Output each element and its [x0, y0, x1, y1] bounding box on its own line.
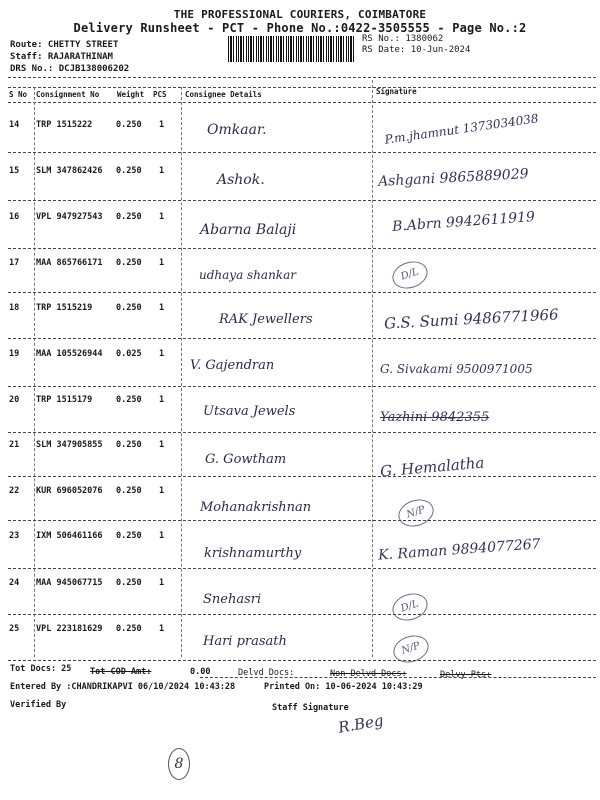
col-divider — [34, 87, 35, 657]
dl-stamp: D/L — [389, 589, 431, 625]
row-consignment: TRP 1515219 — [36, 303, 93, 313]
dl-stamp: D/L — [389, 257, 431, 293]
row-weight: 0.250 — [116, 166, 142, 176]
total-docs: Tot Docs: 25 — [10, 664, 72, 674]
row-consignment: VPL 947927543 — [36, 212, 103, 222]
col-header-signature: Signature — [376, 87, 417, 96]
row-sno: 14 — [9, 120, 20, 130]
row-weight: 0.250 — [116, 578, 142, 588]
row-pcs: 1 — [159, 120, 165, 130]
row-consignee: Ashok. — [217, 172, 265, 188]
row-signature: Ashgani 9865889029 — [377, 166, 529, 190]
row-consignee: udhaya shankar — [199, 268, 296, 282]
row-sno: 17 — [9, 258, 20, 268]
staff-label: Staff: RAJARATHINAM — [10, 52, 113, 62]
runsheet-subtitle: Delivery Runsheet - PCT - Phone No.:0422-3505555 - Page No.:2 — [73, 21, 527, 35]
row-pcs: 1 — [159, 349, 165, 359]
row-pcs: 1 — [159, 212, 165, 222]
row-consignee: RAK Jewellers — [219, 312, 313, 327]
row-consignment: SLM 347862426 — [36, 166, 103, 176]
row-sno: 22 — [9, 486, 20, 496]
col-header-sno: S No — [9, 90, 28, 99]
row-sno: 18 — [9, 303, 20, 313]
staff-signature-mark: R.Beg — [336, 711, 385, 737]
row-consignee: Abarna Balaji — [200, 222, 297, 238]
header-mid-rule — [8, 87, 596, 88]
row-sno: 25 — [9, 624, 20, 634]
footer-top-rule — [8, 660, 596, 661]
row-consignee: V. Gajendran — [190, 358, 275, 373]
row-consignment: MAA 865766171 — [36, 258, 103, 268]
non-delivered-docs: Non Delvd Docs: — [330, 669, 407, 679]
row-divider — [8, 568, 596, 569]
row-divider — [8, 614, 596, 615]
row-consignment: IXM 506461166 — [36, 531, 103, 541]
row-signature: B.Abrn 9942611919 — [391, 209, 536, 235]
total-cod-label: Tot COD Amt: — [90, 667, 152, 677]
col-header-pcs: PCS — [153, 90, 167, 99]
header-bottom-rule — [8, 102, 596, 103]
row-weight: 0.250 — [116, 258, 142, 268]
drs-number: DRS No.: DCJB138006202 — [10, 64, 130, 74]
row-weight: 0.250 — [116, 440, 142, 450]
row-sno: 24 — [9, 578, 20, 588]
row-pcs: 1 — [159, 166, 165, 176]
row-pcs: 1 — [159, 578, 165, 588]
col-divider — [372, 80, 373, 657]
row-pcs: 1 — [159, 258, 165, 268]
row-weight: 0.250 — [116, 624, 142, 634]
row-consignee: Omkaar. — [207, 122, 267, 138]
row-weight: 0.250 — [116, 531, 142, 541]
row-consignment: TRP 1515179 — [36, 395, 93, 405]
page-mark-circle: 8 — [168, 748, 190, 780]
row-divider — [8, 476, 596, 477]
row-sno: 15 — [9, 166, 20, 176]
row-weight: 0.250 — [116, 486, 142, 496]
row-consignee: G. Gowtham — [205, 452, 287, 467]
row-weight: 0.250 — [116, 303, 142, 313]
row-signature: Yazhini 9842355 — [380, 410, 490, 425]
col-header-consignee: Consignee Details — [185, 90, 262, 99]
row-consignment: TRP 1515222 — [36, 120, 93, 130]
row-sno: 19 — [9, 349, 20, 359]
row-divider — [8, 248, 596, 249]
row-divider — [8, 338, 596, 339]
row-signature: G. Hemalatha — [379, 453, 486, 481]
row-consignment: MAA 105526944 — [36, 349, 103, 359]
rs-number: RS No.: 1380062 — [362, 34, 444, 44]
row-sno: 16 — [9, 212, 20, 222]
np-stamp: N/P — [390, 631, 432, 667]
np-stamp: N/P — [395, 495, 437, 531]
row-consignee: Hari prasath — [203, 634, 287, 649]
printed-on: Printed On: 10-06-2024 10:43:29 — [264, 682, 423, 692]
row-divider — [8, 152, 596, 153]
row-consignment: VPL 223181629 — [36, 624, 103, 634]
row-consignee: Utsava Jewels — [203, 404, 296, 419]
col-header-weight: Weight — [117, 90, 145, 99]
row-signature: P.m.jhamnut 1373034038 — [383, 111, 540, 147]
row-pcs: 1 — [159, 624, 165, 634]
row-signature: G. Sivakami 9500971005 — [380, 362, 533, 376]
row-consignee: Snehasri — [203, 592, 262, 607]
row-pcs: 1 — [159, 531, 165, 541]
row-weight: 0.250 — [116, 120, 142, 130]
rs-date: RS Date: 10-Jun-2024 — [362, 45, 471, 55]
row-signature: G.S. Sumi 9486771966 — [383, 305, 560, 333]
footer-mid-rule — [200, 677, 596, 678]
row-consignee: Mohanakrishnan — [200, 500, 312, 515]
col-divider — [181, 87, 182, 657]
row-pcs: 1 — [159, 486, 165, 496]
row-pcs: 1 — [159, 440, 165, 450]
row-consignment: MAA 945067715 — [36, 578, 103, 588]
company-title: THE PROFESSIONAL COURIERS, COIMBATORE — [173, 8, 427, 21]
delivered-docs: Delvd Docs: — [238, 668, 295, 678]
row-sno: 21 — [9, 440, 20, 450]
staff-signature-label: Staff Signature — [272, 703, 349, 713]
verified-by-label: Verified By — [10, 700, 67, 710]
row-divider — [8, 520, 596, 521]
route-label: Route: CHETTY STREET — [10, 40, 119, 50]
row-consignment: SLM 347905855 — [36, 440, 103, 450]
row-weight: 0.025 — [116, 349, 142, 359]
row-weight: 0.250 — [116, 212, 142, 222]
row-pcs: 1 — [159, 395, 165, 405]
header-top-rule — [8, 77, 596, 78]
row-consignment: KUR 696052076 — [36, 486, 103, 496]
row-sno: 20 — [9, 395, 20, 405]
row-pcs: 1 — [159, 303, 165, 313]
barcode-image — [228, 36, 356, 62]
total-cod-value: 0.00 — [190, 667, 211, 677]
row-divider — [8, 200, 596, 201]
delivery-points: Delvy Pts: — [440, 670, 492, 680]
row-divider — [8, 432, 596, 433]
col-header-consignment: Consignment No — [36, 90, 100, 99]
row-signature: K. Raman 9894077267 — [377, 536, 542, 564]
row-divider — [8, 292, 596, 293]
row-weight: 0.250 — [116, 395, 142, 405]
row-consignee: krishnamurthy — [204, 546, 302, 561]
row-sno: 23 — [9, 531, 20, 541]
entered-by: Entered By :CHANDRIKAPVI 06/10/2024 10:43:28 — [10, 682, 236, 692]
row-divider — [8, 386, 596, 387]
